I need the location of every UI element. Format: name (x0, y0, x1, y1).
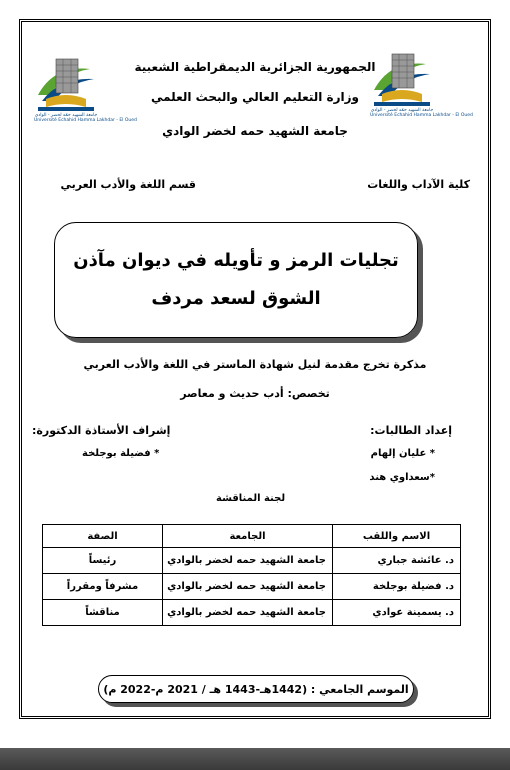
table-header-row (43, 525, 461, 548)
memo-description: مذكرة تخرج مقدمة لنيل شهادة الماستر في اللغة والأدب العربي (83, 358, 427, 371)
academic-season-box (98, 675, 414, 703)
table-row (43, 548, 461, 574)
thesis-title-line-1: تجليات الرمز و تأويله في ديوان مآذن (73, 250, 399, 271)
table-row (43, 600, 461, 626)
republic-heading: الجمهورية الجزائرية الديمقراطية الشعبية (134, 60, 376, 74)
prepared-by-label: إعداد الطالبات: (370, 424, 452, 437)
thesis-title-line-2: الشوق لسعد مردف (151, 288, 321, 309)
column-header-university: الجامعة (163, 525, 333, 548)
member-role: مناقشاً (43, 600, 163, 626)
student-name: * علیان إلهام (370, 448, 435, 459)
supervisor-name: * فضيلة بوجلخة (82, 448, 160, 459)
student-name: *سعداوي هند (369, 472, 435, 483)
member-name: د. عائشة جباري (333, 548, 461, 574)
specialty-label: تخصص: أدب حديث و معاصر (180, 387, 330, 400)
thesis-title-box (54, 222, 418, 338)
logo-caption-ar: جامعة الشهيد حمّه لخضر - الوادي (370, 108, 434, 113)
member-university: جامعة الشهيد حمه لخضر بالوادي (163, 574, 333, 600)
academic-season: الموسم الجامعي : (1442هـ-1443 هـ / 2021 م-2022 م) (103, 682, 409, 696)
university-heading: جامعة الشهيد حمه لخضر الوادي (162, 124, 348, 138)
member-university: جامعة الشهيد حمه لخضر بالوادي (163, 600, 333, 626)
logo-caption-fr: Université Echahid Hamma Lakhdar - El Oued (34, 118, 137, 123)
member-role: رئيساً (43, 548, 163, 574)
logo-caption-fr: Université Echahid Hamma Lakhdar - El Oued (370, 113, 473, 118)
logo-caption-ar: جامعة الشهيد حمّه لخضر - الوادي (34, 113, 98, 118)
column-header-name: الاسم واللقب (333, 525, 461, 548)
member-name: د. فضيلة بوجلخة (333, 574, 461, 600)
faculty-label: كلية الآداب واللغات (367, 178, 470, 191)
member-role: مشرفاً ومقرراً (43, 574, 163, 600)
committee-label: لجنة المناقشة (216, 493, 286, 504)
member-name: د. يسمينة عوادي (333, 600, 461, 626)
column-header-role: الصفة (43, 525, 163, 548)
committee-table (42, 524, 461, 626)
table-row (43, 574, 461, 600)
university-logo-left (34, 55, 137, 125)
bottom-bar (0, 748, 510, 770)
ministry-heading: وزارة التعليم العالي والبحث العلمي (150, 90, 360, 104)
supervision-label: إشراف الأستاذة الدكتورة: (32, 424, 171, 437)
member-university: جامعة الشهيد حمه لخضر بالوادي (163, 548, 333, 574)
university-logo-icon (34, 55, 98, 113)
department-label: قسم اللغة والأدب العربي (60, 178, 196, 191)
